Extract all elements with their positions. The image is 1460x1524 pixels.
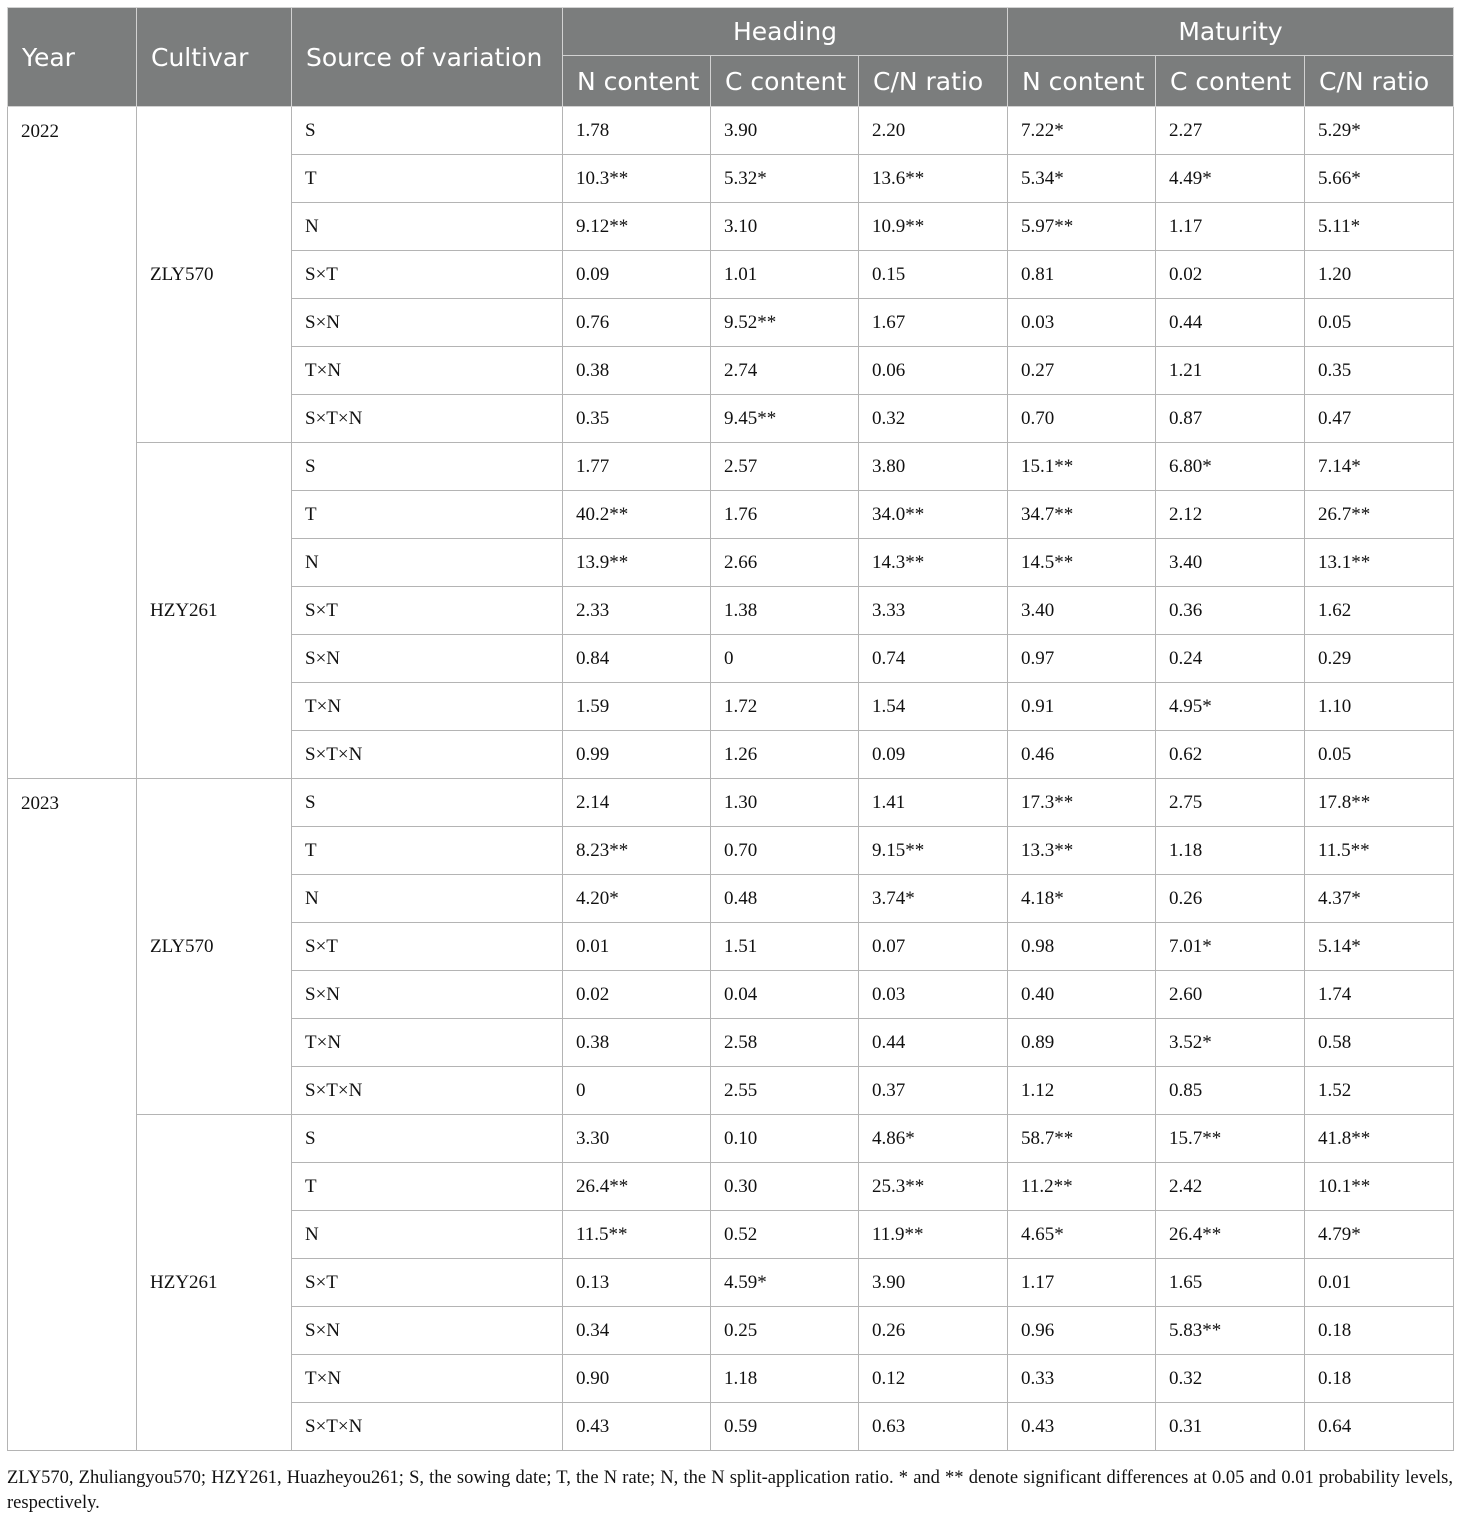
- value-cell: 0.84: [563, 635, 711, 683]
- value-cell: 0.62: [1156, 731, 1305, 779]
- value-cell: 1.17: [1156, 203, 1305, 251]
- value-cell: 17.3**: [1008, 779, 1156, 827]
- value-cell: 0.26: [859, 1307, 1008, 1355]
- value-cell: 0.96: [1008, 1307, 1156, 1355]
- value-cell: 1.77: [563, 443, 711, 491]
- header-heading-n-content: N content: [563, 56, 711, 107]
- value-cell: 0.32: [1156, 1355, 1305, 1403]
- value-cell: 2.60: [1156, 971, 1305, 1019]
- value-cell: 5.14*: [1305, 923, 1454, 971]
- value-cell: 0.29: [1305, 635, 1454, 683]
- value-cell: 2.14: [563, 779, 711, 827]
- value-cell: 2.33: [563, 587, 711, 635]
- value-cell: 3.33: [859, 587, 1008, 635]
- header-source: Source of variation: [292, 8, 563, 107]
- table-row: [8, 107, 1454, 155]
- value-cell: 0.46: [1008, 731, 1156, 779]
- cultivar-cell: ZLY570: [137, 107, 292, 443]
- value-cell: 0.31: [1156, 1403, 1305, 1451]
- value-cell: 13.1**: [1305, 539, 1454, 587]
- value-cell: 4.65*: [1008, 1211, 1156, 1259]
- value-cell: 34.7**: [1008, 491, 1156, 539]
- value-cell: 1.38: [711, 587, 859, 635]
- value-cell: 0.01: [563, 923, 711, 971]
- value-cell: 0.52: [711, 1211, 859, 1259]
- value-cell: 0.63: [859, 1403, 1008, 1451]
- value-cell: 0.30: [711, 1163, 859, 1211]
- value-cell: 1.01: [711, 251, 859, 299]
- value-cell: 1.30: [711, 779, 859, 827]
- source-cell: T: [292, 155, 563, 203]
- value-cell: 5.83**: [1156, 1307, 1305, 1355]
- value-cell: 14.5**: [1008, 539, 1156, 587]
- value-cell: 0.27: [1008, 347, 1156, 395]
- value-cell: 0.89: [1008, 1019, 1156, 1067]
- value-cell: 2.55: [711, 1067, 859, 1115]
- value-cell: 0.44: [1156, 299, 1305, 347]
- value-cell: 0.38: [563, 347, 711, 395]
- source-cell: T: [292, 1163, 563, 1211]
- table-footnote: ZLY570, Zhuliangyou570; HZY261, Huazheyou261; S, the sowing date; T, the N rate; N, the N split-application ratio. * and ** denote significant differences at 0.05 and 0.01 probability levels, respectively.: [7, 1468, 1453, 1513]
- value-cell: 0.24: [1156, 635, 1305, 683]
- value-cell: 0.25: [711, 1307, 859, 1355]
- value-cell: 17.8**: [1305, 779, 1454, 827]
- value-cell: 0.70: [711, 827, 859, 875]
- value-cell: 1.67: [859, 299, 1008, 347]
- value-cell: 5.66*: [1305, 155, 1454, 203]
- source-cell: S×N: [292, 971, 563, 1019]
- value-cell: 2.27: [1156, 107, 1305, 155]
- value-cell: 3.90: [859, 1259, 1008, 1307]
- value-cell: 0.38: [563, 1019, 711, 1067]
- value-cell: 0.18: [1305, 1355, 1454, 1403]
- header-year: Year: [8, 8, 137, 107]
- value-cell: 11.9**: [859, 1211, 1008, 1259]
- value-cell: 0.47: [1305, 395, 1454, 443]
- value-cell: 0.10: [711, 1115, 859, 1163]
- value-cell: 5.97**: [1008, 203, 1156, 251]
- cultivar-cell: HZY261: [137, 443, 292, 779]
- value-cell: 2.20: [859, 107, 1008, 155]
- value-cell: 26.4**: [563, 1163, 711, 1211]
- header-heading-group: Heading: [563, 8, 1008, 56]
- source-cell: S×T×N: [292, 1403, 563, 1451]
- header-cultivar: Cultivar: [137, 8, 292, 107]
- value-cell: 0.18: [1305, 1307, 1454, 1355]
- value-cell: 0: [711, 635, 859, 683]
- source-cell: S×N: [292, 299, 563, 347]
- source-cell: S×N: [292, 635, 563, 683]
- value-cell: 0.09: [563, 251, 711, 299]
- value-cell: 7.14*: [1305, 443, 1454, 491]
- value-cell: 0.03: [1008, 299, 1156, 347]
- value-cell: 1.59: [563, 683, 711, 731]
- header-maturity-c-content: C content: [1156, 56, 1305, 107]
- value-cell: 34.0**: [859, 491, 1008, 539]
- value-cell: 0.70: [1008, 395, 1156, 443]
- value-cell: 5.29*: [1305, 107, 1454, 155]
- table-body: [8, 107, 1454, 1451]
- value-cell: 13.9**: [563, 539, 711, 587]
- value-cell: 0.07: [859, 923, 1008, 971]
- source-cell: S: [292, 779, 563, 827]
- value-cell: 1.12: [1008, 1067, 1156, 1115]
- value-cell: 9.12**: [563, 203, 711, 251]
- source-cell: T×N: [292, 347, 563, 395]
- value-cell: 9.52**: [711, 299, 859, 347]
- value-cell: 25.3**: [859, 1163, 1008, 1211]
- value-cell: 0.15: [859, 251, 1008, 299]
- value-cell: 0.48: [711, 875, 859, 923]
- value-cell: 0.04: [711, 971, 859, 1019]
- source-cell: S×T×N: [292, 731, 563, 779]
- value-cell: 1.54: [859, 683, 1008, 731]
- value-cell: 0.58: [1305, 1019, 1454, 1067]
- source-cell: S×T: [292, 587, 563, 635]
- value-cell: 1.78: [563, 107, 711, 155]
- value-cell: 2.58: [711, 1019, 859, 1067]
- header-heading-c-content: C content: [711, 56, 859, 107]
- value-cell: 0.09: [859, 731, 1008, 779]
- value-cell: 2.66: [711, 539, 859, 587]
- value-cell: 15.1**: [1008, 443, 1156, 491]
- value-cell: 15.7**: [1156, 1115, 1305, 1163]
- value-cell: 3.40: [1008, 587, 1156, 635]
- value-cell: 3.10: [711, 203, 859, 251]
- table-row: [8, 1115, 1454, 1163]
- value-cell: 0.35: [563, 395, 711, 443]
- value-cell: 0.90: [563, 1355, 711, 1403]
- value-cell: 26.7**: [1305, 491, 1454, 539]
- value-cell: 0.05: [1305, 299, 1454, 347]
- value-cell: 10.9**: [859, 203, 1008, 251]
- source-cell: S: [292, 1115, 563, 1163]
- value-cell: 41.8**: [1305, 1115, 1454, 1163]
- value-cell: 0.01: [1305, 1259, 1454, 1307]
- source-cell: N: [292, 539, 563, 587]
- value-cell: 4.86*: [859, 1115, 1008, 1163]
- value-cell: 58.7**: [1008, 1115, 1156, 1163]
- value-cell: 10.3**: [563, 155, 711, 203]
- table-container: [7, 7, 1453, 1451]
- value-cell: 1.10: [1305, 683, 1454, 731]
- value-cell: 0.06: [859, 347, 1008, 395]
- value-cell: 26.4**: [1156, 1211, 1305, 1259]
- value-cell: 3.30: [563, 1115, 711, 1163]
- value-cell: 0.43: [1008, 1403, 1156, 1451]
- value-cell: 13.6**: [859, 155, 1008, 203]
- value-cell: 3.74*: [859, 875, 1008, 923]
- value-cell: 2.74: [711, 347, 859, 395]
- value-cell: 6.80*: [1156, 443, 1305, 491]
- value-cell: 0.03: [859, 971, 1008, 1019]
- source-cell: S×T×N: [292, 1067, 563, 1115]
- value-cell: 1.65: [1156, 1259, 1305, 1307]
- source-cell: S×N: [292, 1307, 563, 1355]
- source-cell: S×T×N: [292, 395, 563, 443]
- source-cell: S×T: [292, 251, 563, 299]
- value-cell: 1.74: [1305, 971, 1454, 1019]
- value-cell: 0.26: [1156, 875, 1305, 923]
- value-cell: 11.2**: [1008, 1163, 1156, 1211]
- value-cell: 0.05: [1305, 731, 1454, 779]
- value-cell: 40.2**: [563, 491, 711, 539]
- value-cell: 0.35: [1305, 347, 1454, 395]
- source-cell: N: [292, 203, 563, 251]
- value-cell: 4.37*: [1305, 875, 1454, 923]
- value-cell: 0.12: [859, 1355, 1008, 1403]
- value-cell: 0.98: [1008, 923, 1156, 971]
- value-cell: 0.02: [563, 971, 711, 1019]
- value-cell: 0.76: [563, 299, 711, 347]
- value-cell: 11.5**: [563, 1211, 711, 1259]
- value-cell: 3.52*: [1156, 1019, 1305, 1067]
- value-cell: 1.26: [711, 731, 859, 779]
- value-cell: 5.11*: [1305, 203, 1454, 251]
- value-cell: 2.75: [1156, 779, 1305, 827]
- value-cell: 9.45**: [711, 395, 859, 443]
- value-cell: 2.12: [1156, 491, 1305, 539]
- table-row: [8, 443, 1454, 491]
- value-cell: 1.41: [859, 779, 1008, 827]
- value-cell: 0.99: [563, 731, 711, 779]
- value-cell: 0.33: [1008, 1355, 1156, 1403]
- value-cell: 1.62: [1305, 587, 1454, 635]
- value-cell: 0.32: [859, 395, 1008, 443]
- value-cell: 1.18: [1156, 827, 1305, 875]
- value-cell: 0.74: [859, 635, 1008, 683]
- value-cell: 5.34*: [1008, 155, 1156, 203]
- value-cell: 0.64: [1305, 1403, 1454, 1451]
- value-cell: 0.97: [1008, 635, 1156, 683]
- source-cell: T×N: [292, 1019, 563, 1067]
- value-cell: 4.79*: [1305, 1211, 1454, 1259]
- source-cell: T×N: [292, 683, 563, 731]
- table-header: [8, 8, 1454, 107]
- value-cell: 4.18*: [1008, 875, 1156, 923]
- value-cell: 1.52: [1305, 1067, 1454, 1115]
- value-cell: 0.34: [563, 1307, 711, 1355]
- value-cell: 1.18: [711, 1355, 859, 1403]
- value-cell: 0.44: [859, 1019, 1008, 1067]
- header-maturity-n-content: N content: [1008, 56, 1156, 107]
- value-cell: 4.49*: [1156, 155, 1305, 203]
- value-cell: 9.15**: [859, 827, 1008, 875]
- cultivar-cell: HZY261: [137, 1115, 292, 1451]
- value-cell: 4.59*: [711, 1259, 859, 1307]
- value-cell: 0.81: [1008, 251, 1156, 299]
- header-heading-cn-ratio: C/N ratio: [859, 56, 1008, 107]
- source-cell: T×N: [292, 1355, 563, 1403]
- table-row: [8, 779, 1454, 827]
- anova-table: [7, 7, 1454, 1451]
- value-cell: 1.51: [711, 923, 859, 971]
- value-cell: 4.95*: [1156, 683, 1305, 731]
- value-cell: 14.3**: [859, 539, 1008, 587]
- value-cell: 13.3**: [1008, 827, 1156, 875]
- value-cell: 0.37: [859, 1067, 1008, 1115]
- year-cell: 2023: [8, 779, 137, 1451]
- source-cell: N: [292, 1211, 563, 1259]
- source-cell: T: [292, 491, 563, 539]
- value-cell: 3.90: [711, 107, 859, 155]
- value-cell: 0.91: [1008, 683, 1156, 731]
- source-cell: S: [292, 443, 563, 491]
- value-cell: 5.32*: [711, 155, 859, 203]
- value-cell: 8.23**: [563, 827, 711, 875]
- value-cell: 3.40: [1156, 539, 1305, 587]
- value-cell: 1.17: [1008, 1259, 1156, 1307]
- value-cell: 1.72: [711, 683, 859, 731]
- cultivar-cell: ZLY570: [137, 779, 292, 1115]
- value-cell: 11.5**: [1305, 827, 1454, 875]
- value-cell: 0.87: [1156, 395, 1305, 443]
- year-cell: 2022: [8, 107, 137, 779]
- value-cell: 1.21: [1156, 347, 1305, 395]
- header-maturity-cn-ratio: C/N ratio: [1305, 56, 1454, 107]
- value-cell: 0: [563, 1067, 711, 1115]
- value-cell: 0.13: [563, 1259, 711, 1307]
- value-cell: 1.76: [711, 491, 859, 539]
- value-cell: 10.1**: [1305, 1163, 1454, 1211]
- source-cell: S×T: [292, 923, 563, 971]
- source-cell: S: [292, 107, 563, 155]
- value-cell: 2.57: [711, 443, 859, 491]
- value-cell: 0.40: [1008, 971, 1156, 1019]
- value-cell: 0.43: [563, 1403, 711, 1451]
- source-cell: N: [292, 875, 563, 923]
- value-cell: 4.20*: [563, 875, 711, 923]
- value-cell: 7.01*: [1156, 923, 1305, 971]
- source-cell: T: [292, 827, 563, 875]
- header-maturity-group: Maturity: [1008, 8, 1454, 56]
- source-cell: S×T: [292, 1259, 563, 1307]
- value-cell: 7.22*: [1008, 107, 1156, 155]
- value-cell: 2.42: [1156, 1163, 1305, 1211]
- value-cell: 0.59: [711, 1403, 859, 1451]
- value-cell: 0.36: [1156, 587, 1305, 635]
- value-cell: 0.02: [1156, 251, 1305, 299]
- value-cell: 0.85: [1156, 1067, 1305, 1115]
- value-cell: 1.20: [1305, 251, 1454, 299]
- value-cell: 3.80: [859, 443, 1008, 491]
